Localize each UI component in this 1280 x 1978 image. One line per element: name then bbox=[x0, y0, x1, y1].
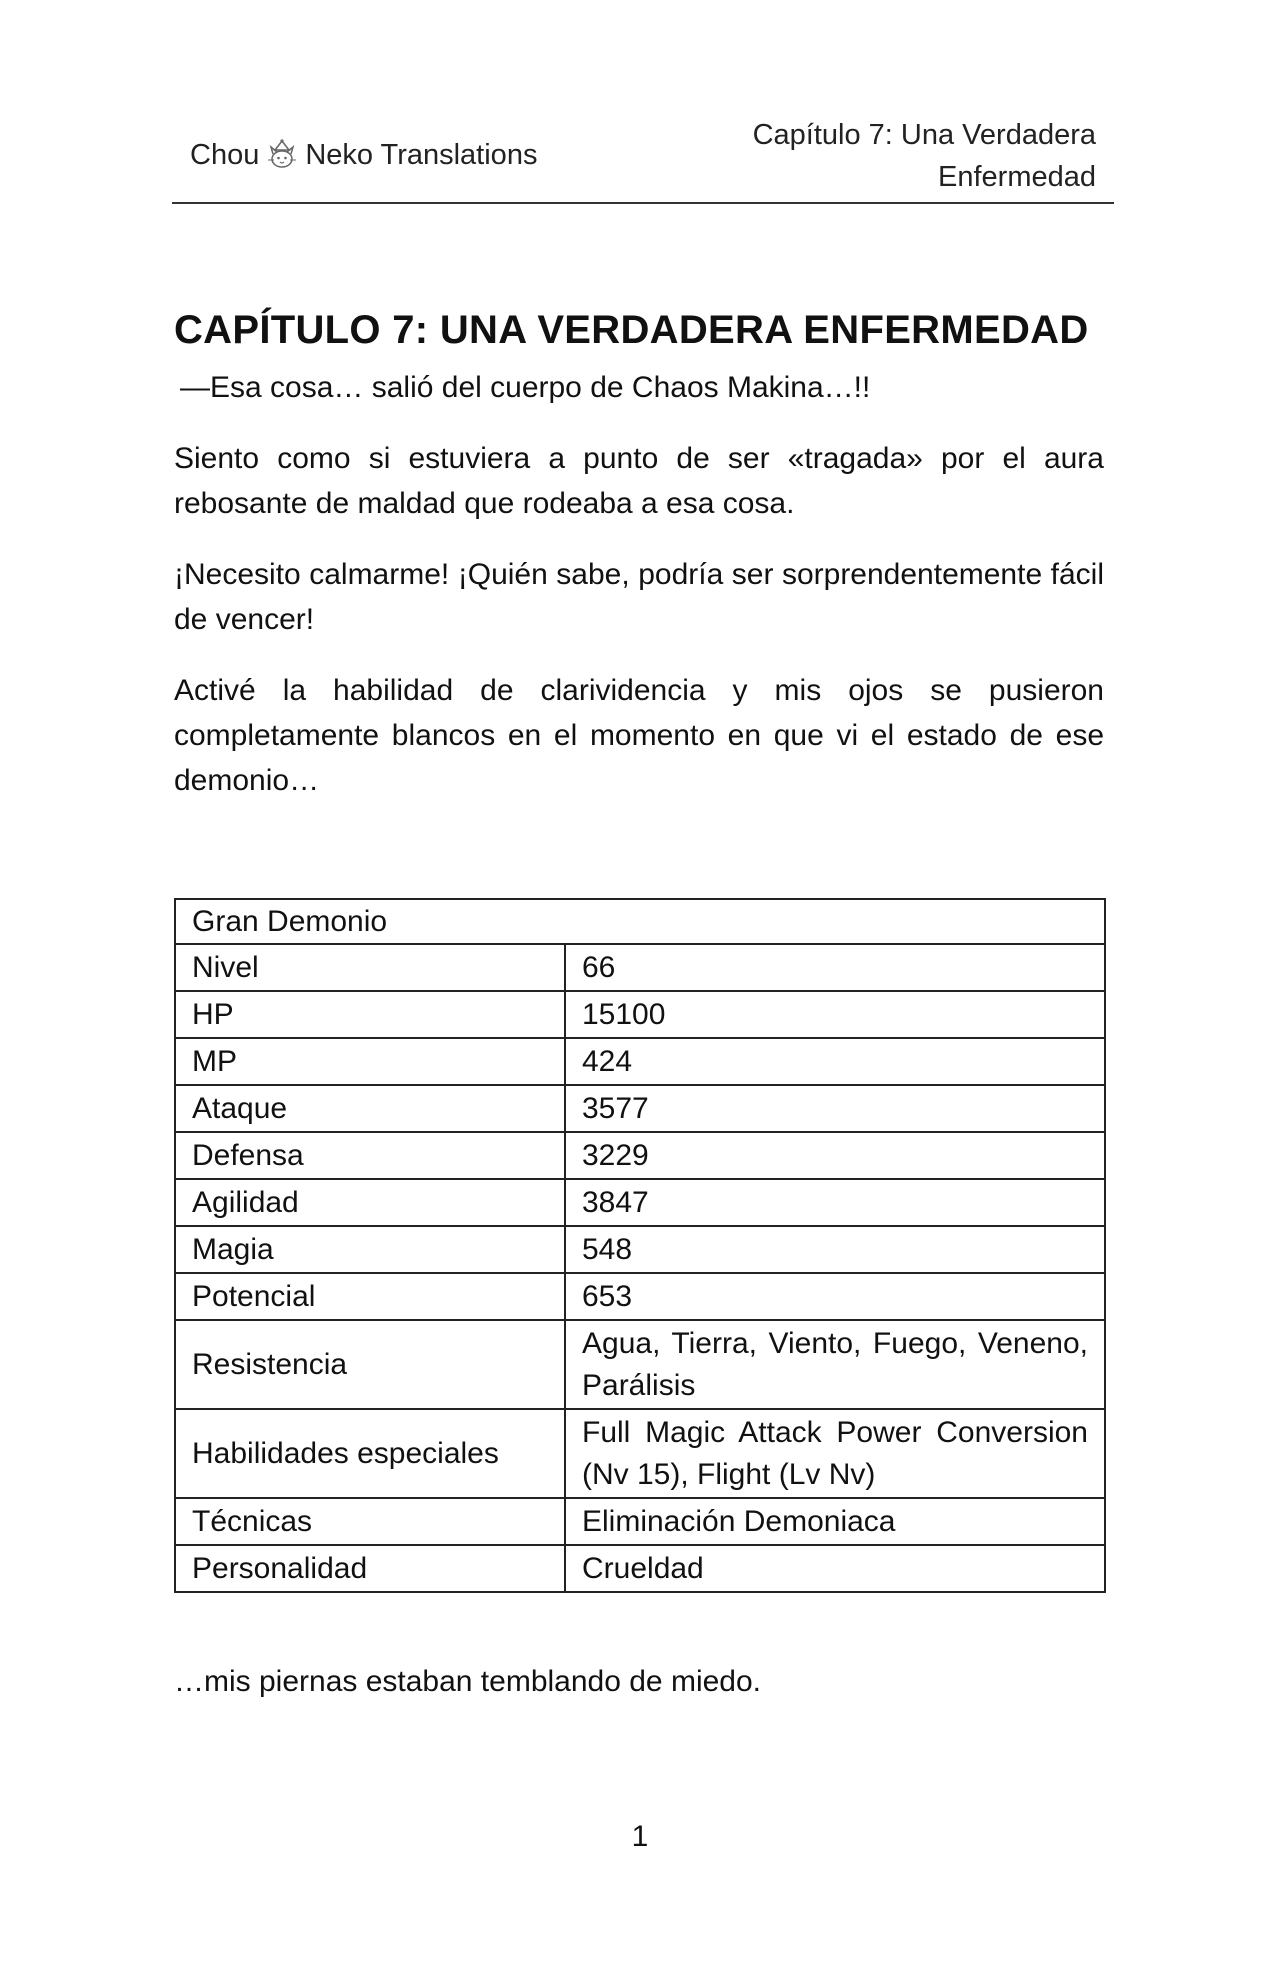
running-title-line-2: Enfermedad bbox=[938, 161, 1096, 193]
chapter-title: CAPÍTULO 7: UNA VERDADERA ENFERMEDAD bbox=[174, 308, 1089, 352]
brand-left-text: Chou bbox=[190, 138, 260, 171]
table-row bbox=[175, 1226, 1105, 1273]
table-row bbox=[175, 1273, 1105, 1320]
stat-value: 653 bbox=[565, 1273, 1105, 1320]
main-content bbox=[174, 300, 1104, 803]
status-table bbox=[174, 898, 1106, 1593]
cat-hat-icon bbox=[265, 138, 299, 172]
stat-label: Nivel bbox=[175, 944, 565, 991]
stat-value: 548 bbox=[565, 1226, 1105, 1273]
stat-value: Full Magic Attack Power Conversion (Nv 15), Flight (Lv Nv) bbox=[565, 1409, 1105, 1498]
stat-label: HP bbox=[175, 991, 565, 1038]
paragraph-2: ¡Necesito calmarme! ¡Quién sabe, podría ser sorprendentemente fácil de vencer! bbox=[174, 558, 1104, 636]
stat-label: Magia bbox=[175, 1226, 565, 1273]
table-row bbox=[175, 1179, 1105, 1226]
page-number: 1 bbox=[631, 1820, 649, 1853]
stat-value: 66 bbox=[565, 944, 1105, 991]
stat-value: 3229 bbox=[565, 1132, 1105, 1179]
stat-label: MP bbox=[175, 1038, 565, 1085]
table-row bbox=[175, 1038, 1105, 1085]
table-title-row bbox=[175, 899, 1105, 944]
stat-value: 3847 bbox=[565, 1179, 1105, 1226]
brand-right-text: Neko Translations bbox=[305, 138, 538, 171]
table-row bbox=[175, 1085, 1105, 1132]
table-row bbox=[175, 1498, 1105, 1545]
stat-value: Eliminación Demoniaca bbox=[565, 1498, 1105, 1545]
running-title-line-1: Capítulo 7: Una Verdadera bbox=[752, 119, 1096, 151]
stat-value: 3577 bbox=[565, 1085, 1105, 1132]
brand bbox=[190, 138, 537, 172]
stat-value: Agua, Tierra, Viento, Fuego, Veneno, Parálisis bbox=[565, 1320, 1105, 1409]
table-row bbox=[175, 1545, 1105, 1592]
table-row bbox=[175, 991, 1105, 1038]
paragraph-1: Siento como si estuviera a punto de ser «tragada» por el aura rebosante de maldad que rodeaba a esa cosa. bbox=[174, 442, 1104, 520]
dialogue-line: —Esa cosa… salió del cuerpo de Chaos Makina…!! bbox=[180, 371, 871, 404]
stat-label: Técnicas bbox=[175, 1498, 565, 1545]
closing-paragraph: …mis piernas estaban temblando de miedo. bbox=[174, 1665, 761, 1698]
stat-label: Ataque bbox=[175, 1085, 565, 1132]
stat-label: Personalidad bbox=[175, 1545, 565, 1592]
stat-value: 15100 bbox=[565, 991, 1105, 1038]
table-row bbox=[175, 944, 1105, 991]
stat-label: Resistencia bbox=[175, 1320, 565, 1409]
table-row bbox=[175, 1409, 1105, 1498]
stat-label: Agilidad bbox=[175, 1179, 565, 1226]
running-chapter-title bbox=[753, 114, 1096, 198]
stat-label: Potencial bbox=[175, 1273, 565, 1320]
stat-label: Defensa bbox=[175, 1132, 565, 1179]
table-row bbox=[175, 1132, 1105, 1179]
table-title: Gran Demonio bbox=[175, 899, 1105, 944]
paragraph-3: Activé la habilidad de clarividencia y mis ojos se pusieron completamente blancos en el momento en que vi el estado de ese demonio… bbox=[174, 674, 1104, 797]
table-row bbox=[175, 1320, 1105, 1409]
stat-label: Habilidades especiales bbox=[175, 1409, 565, 1498]
page-header bbox=[172, 110, 1114, 204]
stat-value: 424 bbox=[565, 1038, 1105, 1085]
stat-value: Crueldad bbox=[565, 1545, 1105, 1592]
